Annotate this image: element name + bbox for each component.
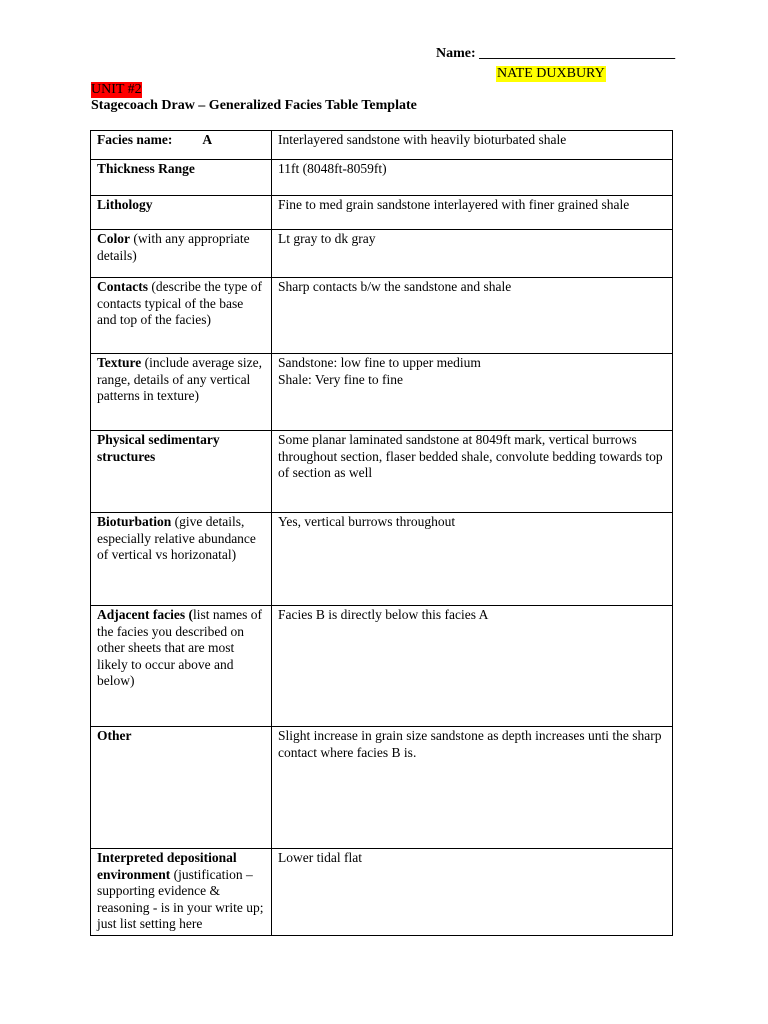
table-row bbox=[91, 160, 673, 196]
row-label-rest: list names of the facies you described on other sheets that are most likely to occur above and below) bbox=[97, 607, 262, 688]
row-label-bold: Facies name: bbox=[97, 132, 173, 147]
row-label bbox=[91, 606, 272, 727]
row-value: Sandstone: low fine to upper medium Shale: Very fine to fine bbox=[272, 354, 673, 431]
row-label bbox=[91, 849, 272, 936]
row-value: Fine to med grain sandstone interlayered with finer grained shale bbox=[272, 196, 673, 230]
row-label-rest: (give details, especially relative abundance of vertical vs horizonatal) bbox=[97, 514, 256, 562]
row-label bbox=[91, 354, 272, 431]
document-title: Stagecoach Draw – Generalized Facies Table Template bbox=[91, 98, 417, 113]
row-label-rest: (with any appropriate details) bbox=[97, 231, 250, 263]
row-value: Lt gray to dk gray bbox=[272, 230, 673, 278]
row-label bbox=[91, 131, 272, 160]
row-label bbox=[91, 160, 272, 196]
name-line: Name: ____________________________ bbox=[436, 46, 676, 61]
row-label bbox=[91, 196, 272, 230]
row-label bbox=[91, 230, 272, 278]
row-value: Some planar laminated sandstone at 8049ft mark, vertical burrows throughout section, flaser bedded shale, convolute bedding towards top of section as well bbox=[272, 431, 673, 513]
table-row bbox=[91, 230, 673, 278]
row-label-bold: Other bbox=[97, 728, 132, 743]
table-row bbox=[91, 196, 673, 230]
table-row bbox=[91, 354, 673, 431]
table-row bbox=[91, 513, 673, 606]
row-label-bold: Interpreted depositional environment bbox=[97, 850, 237, 882]
table-row bbox=[91, 606, 673, 727]
row-label bbox=[91, 431, 272, 513]
row-label-bold: Lithology bbox=[97, 197, 153, 212]
row-label-bold: Adjacent facies ( bbox=[97, 607, 193, 622]
row-label-rest: (include average size, range, details of any vertical patterns in texture) bbox=[97, 355, 262, 403]
row-value: Lower tidal flat bbox=[272, 849, 673, 936]
name-value: NATE DUXBURY bbox=[497, 66, 605, 81]
row-value: 11ft (8048ft-8059ft) bbox=[272, 160, 673, 196]
row-label-bold: Contacts bbox=[97, 279, 148, 294]
row-value: Yes, vertical burrows throughout bbox=[272, 513, 673, 606]
row-value: Interlayered sandstone with heavily bioturbated shale bbox=[272, 131, 673, 160]
row-value: Facies B is directly below this facies A bbox=[272, 606, 673, 727]
facies-letter: A bbox=[202, 132, 213, 147]
facies-table bbox=[90, 130, 673, 936]
table-row bbox=[91, 131, 673, 160]
row-label bbox=[91, 278, 272, 354]
unit-label: UNIT #2 bbox=[91, 82, 142, 97]
table-row bbox=[91, 849, 673, 936]
row-value: Slight increase in grain size sandstone as depth increases unti the sharp contact where facies B is. bbox=[272, 727, 673, 849]
table-row bbox=[91, 431, 673, 513]
table-row bbox=[91, 727, 673, 849]
row-label-rest: (describe the type of contacts typical of the base and top of the facies) bbox=[97, 279, 262, 327]
row-label-bold: Physical sedimentary structures bbox=[97, 432, 220, 464]
row-label-bold: Color bbox=[97, 231, 130, 246]
row-label-bold: Bioturbation bbox=[97, 514, 172, 529]
row-value: Sharp contacts b/w the sandstone and shale bbox=[272, 278, 673, 354]
row-label bbox=[91, 513, 272, 606]
row-label bbox=[91, 727, 272, 849]
row-label-bold: Texture bbox=[97, 355, 142, 370]
row-label-bold: Thickness Range bbox=[97, 161, 195, 176]
table-row bbox=[91, 278, 673, 354]
row-label-rest: (justification – supporting evidence & reasoning - is in your write up; just list setting here bbox=[97, 866, 264, 931]
